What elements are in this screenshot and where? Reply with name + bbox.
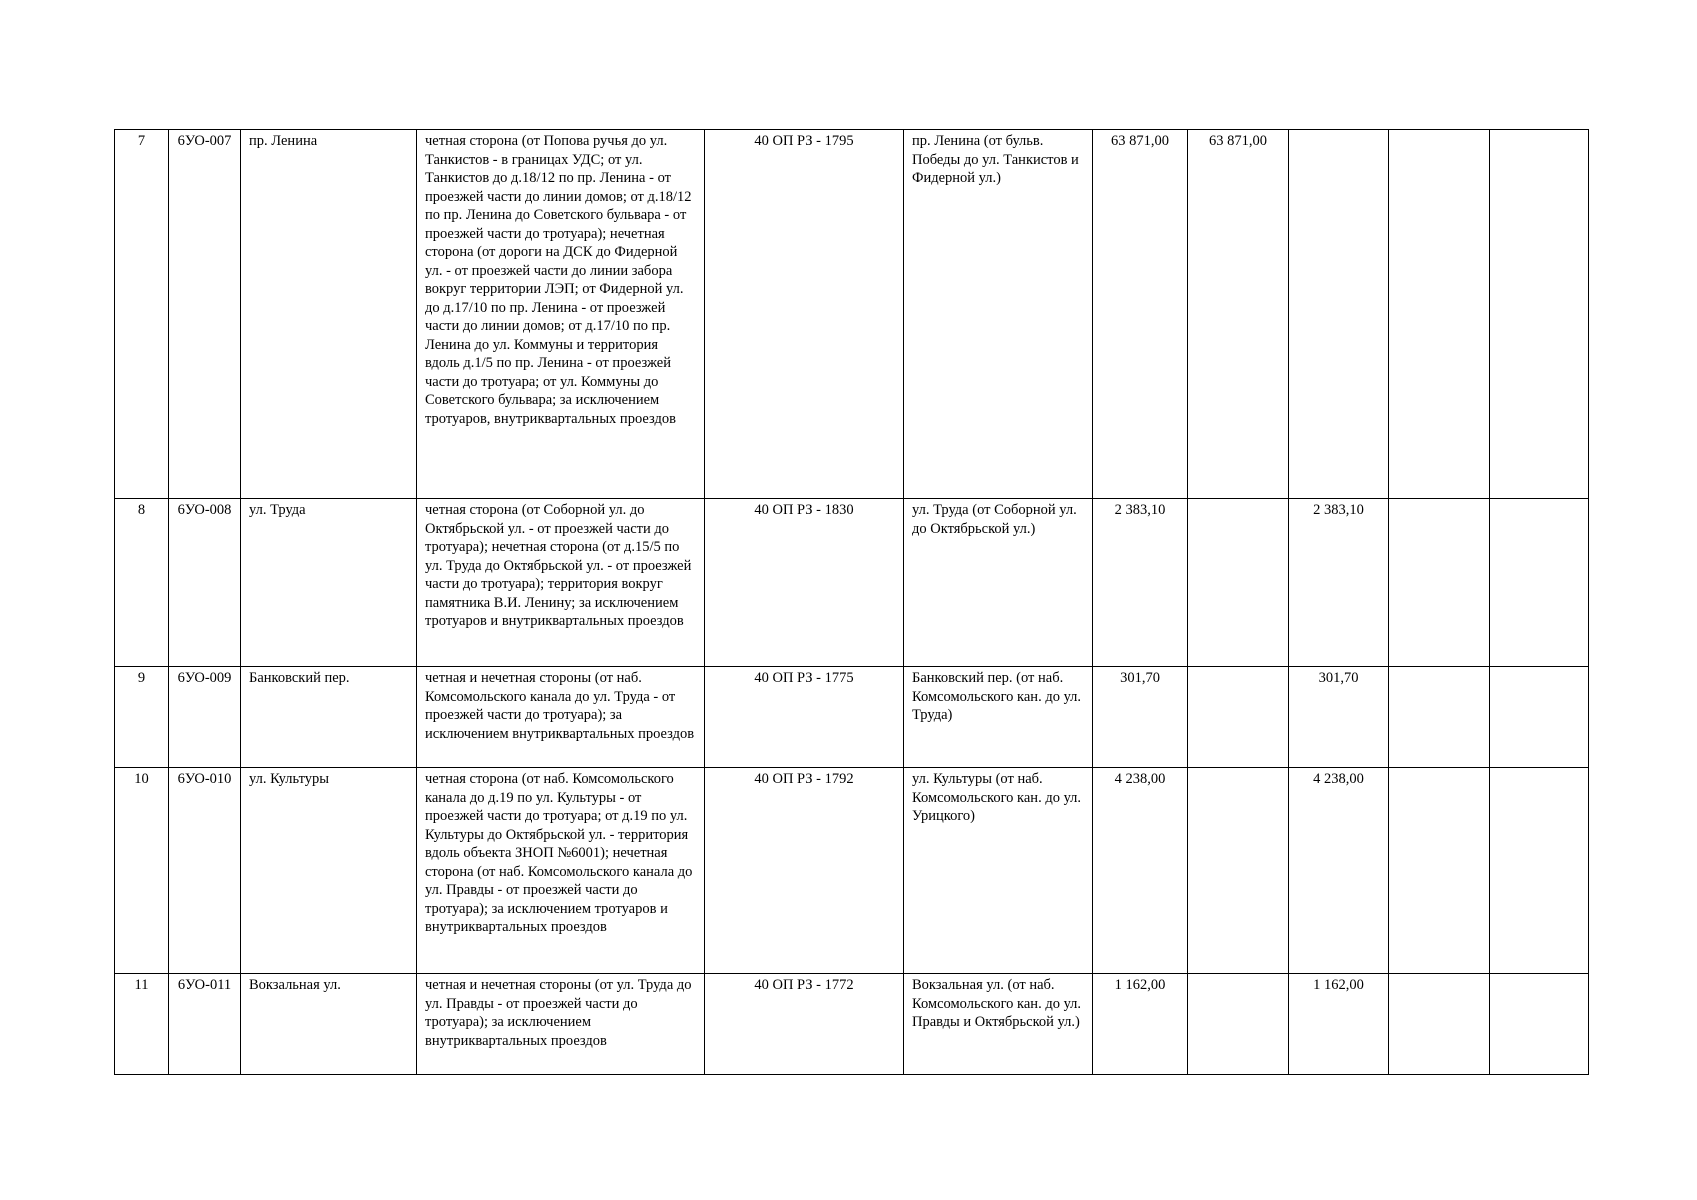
area-description: четная сторона (от Соборной ул. до Октябрьской ул. - от проезжей части до тротуара); нечетная сторона (от д.15/5 по ул. Труда до Октябрьской ул. - от проезжей части до тротуара); территория вокруг памятника В.И. Ленину; за исключением тротуаров и внутриквартальных проездов: [417, 499, 705, 667]
area-column-3: 1 162,00: [1289, 974, 1389, 1075]
object-code: 6УО-011: [169, 974, 241, 1075]
table-row: [115, 130, 1589, 499]
area-column-3: [1289, 130, 1389, 499]
object-code: 6УО-008: [169, 499, 241, 667]
street-name: ул. Труда: [241, 499, 417, 667]
table-row: [115, 768, 1589, 974]
total-area: 4 238,00: [1093, 768, 1188, 974]
area-column-2: [1188, 768, 1289, 974]
area-column-4: [1389, 499, 1490, 667]
road-section: Вокзальная ул. (от наб. Комсомольского кан. до ул. Правды и Октябрьской ул.): [904, 974, 1093, 1075]
road-section: Банковский пер. (от наб. Комсомольского кан. до ул. Труда): [904, 667, 1093, 768]
area-description: четная и нечетная стороны (от ул. Труда до ул. Правды - от проезжей части до тротуара); за исключением внутриквартальных проездов: [417, 974, 705, 1075]
row-number: 8: [115, 499, 169, 667]
area-column-2: [1188, 974, 1289, 1075]
road-registry-number: 40 ОП РЗ - 1795: [705, 130, 904, 499]
road-section: ул. Труда (от Соборной ул. до Октябрьской ул.): [904, 499, 1093, 667]
area-description: четная сторона (от Попова ручья до ул. Танкистов - в границах УДС; от ул. Танкистов до д.18/12 по пр. Ленина - от проезжей части до линии домов; от д.18/12 по пр. Ленина до Советского бульвара - от проезжей части до тротуара); нечетная сторона (от дороги на ДСК до Фидерной ул. - от проезжей части до линии забора вокруг территории ЛЭП; от Фидерной ул. до д.17/10 по пр. Ленина - от проезжей части до линии домов; от д.17/10 по пр. Ленина до ул. Коммуны и территория вдоль д.1/5 по пр. Ленина - от проезжей части до тротуара; от ул. Коммуны до Советского бульвара; за исключением тротуаров, внутриквартальных проездов: [417, 130, 705, 499]
total-area: 2 383,10: [1093, 499, 1188, 667]
area-column-5: [1490, 667, 1589, 768]
table-body: [115, 130, 1589, 1075]
area-column-2: 63 871,00: [1188, 130, 1289, 499]
street-name: ул. Культуры: [241, 768, 417, 974]
area-column-3: 301,70: [1289, 667, 1389, 768]
area-column-5: [1490, 499, 1589, 667]
road-registry-number: 40 ОП РЗ - 1772: [705, 974, 904, 1075]
area-description: четная сторона (от наб. Комсомольского канала до д.19 по ул. Культуры - от проезжей части до тротуара; от д.19 по ул. Культуры до Октябрьской ул. - территория вдоль объекта ЗНОП №6001); нечетная сторона (от наб. Комсомольского канала до ул. Правды - от проезжей части до тротуара); за исключением тротуаров и внутриквартальных проездов: [417, 768, 705, 974]
total-area: 301,70: [1093, 667, 1188, 768]
area-column-5: [1490, 130, 1589, 499]
road-registry-number: 40 ОП РЗ - 1792: [705, 768, 904, 974]
row-number: 10: [115, 768, 169, 974]
area-column-5: [1490, 974, 1589, 1075]
road-section: пр. Ленина (от бульв. Победы до ул. Танкистов и Фидерной ул.): [904, 130, 1093, 499]
total-area: 63 871,00: [1093, 130, 1188, 499]
object-code: 6УО-010: [169, 768, 241, 974]
area-column-2: [1188, 667, 1289, 768]
area-column-5: [1490, 768, 1589, 974]
area-column-4: [1389, 768, 1490, 974]
road-registry-number: 40 ОП РЗ - 1830: [705, 499, 904, 667]
total-area: 1 162,00: [1093, 974, 1188, 1075]
row-number: 7: [115, 130, 169, 499]
object-code: 6УО-007: [169, 130, 241, 499]
table-row: [115, 499, 1589, 667]
table-row: [115, 974, 1589, 1075]
road-registry-number: 40 ОП РЗ - 1775: [705, 667, 904, 768]
area-column-4: [1389, 130, 1490, 499]
table-row: [115, 667, 1589, 768]
street-name: Вокзальная ул.: [241, 974, 417, 1075]
road-maintenance-table: [114, 129, 1589, 1075]
area-description: четная и нечетная стороны (от наб. Комсомольского канала до ул. Труда - от проезжей части до тротуара); за исключением внутриквартальных проездов: [417, 667, 705, 768]
street-name: Банковский пер.: [241, 667, 417, 768]
area-column-3: 4 238,00: [1289, 768, 1389, 974]
object-code: 6УО-009: [169, 667, 241, 768]
area-column-3: 2 383,10: [1289, 499, 1389, 667]
row-number: 9: [115, 667, 169, 768]
area-column-4: [1389, 667, 1490, 768]
area-column-4: [1389, 974, 1490, 1075]
road-section: ул. Культуры (от наб. Комсомольского кан. до ул. Урицкого): [904, 768, 1093, 974]
row-number: 11: [115, 974, 169, 1075]
street-name: пр. Ленина: [241, 130, 417, 499]
area-column-2: [1188, 499, 1289, 667]
